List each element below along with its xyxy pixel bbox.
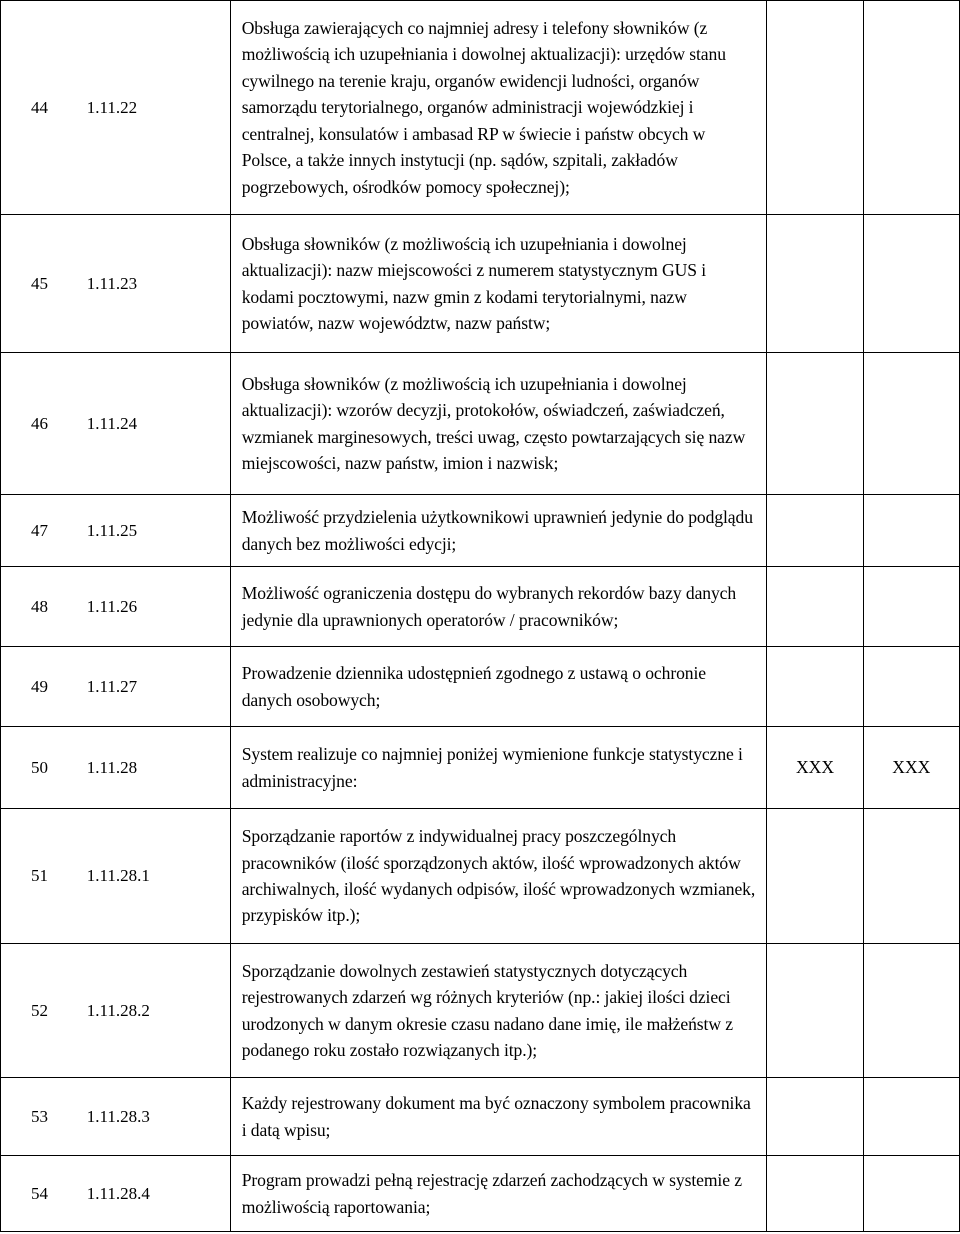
column-a-value bbox=[767, 944, 863, 1078]
row-number: 52 bbox=[1, 944, 83, 1078]
table-row bbox=[1, 809, 960, 944]
column-b-value bbox=[863, 495, 959, 567]
requirement-text: Każdy rejestrowany dokument ma być oznaczony symbolem pracownika i datą wpisu; bbox=[230, 1078, 767, 1156]
table-row bbox=[1, 1, 960, 215]
requirement-id: 1.11.28.3 bbox=[83, 1078, 230, 1156]
requirement-id: 1.11.24 bbox=[83, 353, 230, 495]
requirement-text: Możliwość przydzielenia użytkownikowi uprawnień jedynie do podglądu danych bez możliwości edycji; bbox=[230, 495, 767, 567]
column-a-value bbox=[767, 1156, 863, 1232]
column-b-value bbox=[863, 944, 959, 1078]
requirement-id: 1.11.26 bbox=[83, 567, 230, 647]
column-a-value bbox=[767, 215, 863, 353]
requirement-text: Sporządzanie raportów z indywidualnej pracy poszczególnych pracowników (ilość sporządzonych aktów, ilość wprowadzonych aktów archiwalnych, ilość wydanych odpisów, ilość wprowadzonych wzmianek, przypisków itp.); bbox=[230, 809, 767, 944]
requirement-text: Obsługa zawierających co najmniej adresy i telefony słowników (z możliwością ich uzupełniania i dowolnej aktualizacji): urzędów stanu cywilnego na terenie kraju, organów ewidencji ludności, organów samorządu terytorialnego, organów administracji wojewódzkiej i centralnej, konsulatów i ambasad RP w świecie i państw obcych w Polsce, a także innych instytucji (np. sądów, szpitali, zakładów pogrzebowych, ośrodków pomocy społecznej); bbox=[230, 1, 767, 215]
row-number: 54 bbox=[1, 1156, 83, 1232]
requirement-id: 1.11.28.1 bbox=[83, 809, 230, 944]
requirement-text: Obsługa słowników (z możliwością ich uzupełniania i dowolnej aktualizacji): wzorów decyzji, protokołów, oświadczeń, zaświadczeń, wzmianek marginesowych, treści uwag, często powtarzających się nazw miejscowości, nazw państw, imion i nazwisk; bbox=[230, 353, 767, 495]
column-b-value: XXX bbox=[863, 727, 959, 809]
table-row bbox=[1, 353, 960, 495]
requirement-id: 1.11.28.2 bbox=[83, 944, 230, 1078]
table-row bbox=[1, 567, 960, 647]
requirement-id: 1.11.27 bbox=[83, 647, 230, 727]
requirement-text: System realizuje co najmniej poniżej wymienione funkcje statystyczne i administracyjne: bbox=[230, 727, 767, 809]
requirement-text: Program prowadzi pełną rejestrację zdarzeń zachodzących w systemie z możliwością raportowania; bbox=[230, 1156, 767, 1232]
row-number: 51 bbox=[1, 809, 83, 944]
column-a-value bbox=[767, 353, 863, 495]
requirement-text: Sporządzanie dowolnych zestawień statystycznych dotyczących rejestrowanych zdarzeń wg różnych kryteriów (np.: jakiej ilości dzieci urodzonych w danym okresie czasu nadano dane imię, ile małżeństw z podanego roku zostało rozwiązanych itp.); bbox=[230, 944, 767, 1078]
column-a-value bbox=[767, 1078, 863, 1156]
table-row bbox=[1, 647, 960, 727]
column-a-value bbox=[767, 495, 863, 567]
column-b-value bbox=[863, 353, 959, 495]
table-row bbox=[1, 1078, 960, 1156]
column-b-value bbox=[863, 1078, 959, 1156]
column-a-value bbox=[767, 647, 863, 727]
table-row bbox=[1, 944, 960, 1078]
requirement-id: 1.11.23 bbox=[83, 215, 230, 353]
column-b-value bbox=[863, 809, 959, 944]
column-b-value bbox=[863, 1156, 959, 1232]
table-row bbox=[1, 1156, 960, 1232]
column-a-value bbox=[767, 809, 863, 944]
column-a-value bbox=[767, 567, 863, 647]
column-a-value bbox=[767, 1, 863, 215]
column-b-value bbox=[863, 1, 959, 215]
table-row bbox=[1, 727, 960, 809]
requirement-id: 1.11.22 bbox=[83, 1, 230, 215]
row-number: 46 bbox=[1, 353, 83, 495]
row-number: 44 bbox=[1, 1, 83, 215]
column-b-value bbox=[863, 567, 959, 647]
row-number: 50 bbox=[1, 727, 83, 809]
row-number: 48 bbox=[1, 567, 83, 647]
row-number: 45 bbox=[1, 215, 83, 353]
requirement-id: 1.11.28 bbox=[83, 727, 230, 809]
table-row bbox=[1, 495, 960, 567]
column-b-value bbox=[863, 215, 959, 353]
row-number: 47 bbox=[1, 495, 83, 567]
requirement-text: Prowadzenie dziennika udostępnień zgodnego z ustawą o ochronie danych osobowych; bbox=[230, 647, 767, 727]
requirement-text: Możliwość ograniczenia dostępu do wybranych rekordów bazy danych jedynie dla uprawnionych operatorów / pracowników; bbox=[230, 567, 767, 647]
table-row bbox=[1, 215, 960, 353]
requirement-id: 1.11.25 bbox=[83, 495, 230, 567]
row-number: 53 bbox=[1, 1078, 83, 1156]
requirement-id: 1.11.28.4 bbox=[83, 1156, 230, 1232]
column-b-value bbox=[863, 647, 959, 727]
requirement-text: Obsługa słowników (z możliwością ich uzupełniania i dowolnej aktualizacji): nazw miejscowości z numerem statystycznym GUS i kodami pocztowymi, nazw gmin z kodami terytorialnymi, nazw powiatów, nazw województw, nazw państw; bbox=[230, 215, 767, 353]
column-a-value: XXX bbox=[767, 727, 863, 809]
row-number: 49 bbox=[1, 647, 83, 727]
